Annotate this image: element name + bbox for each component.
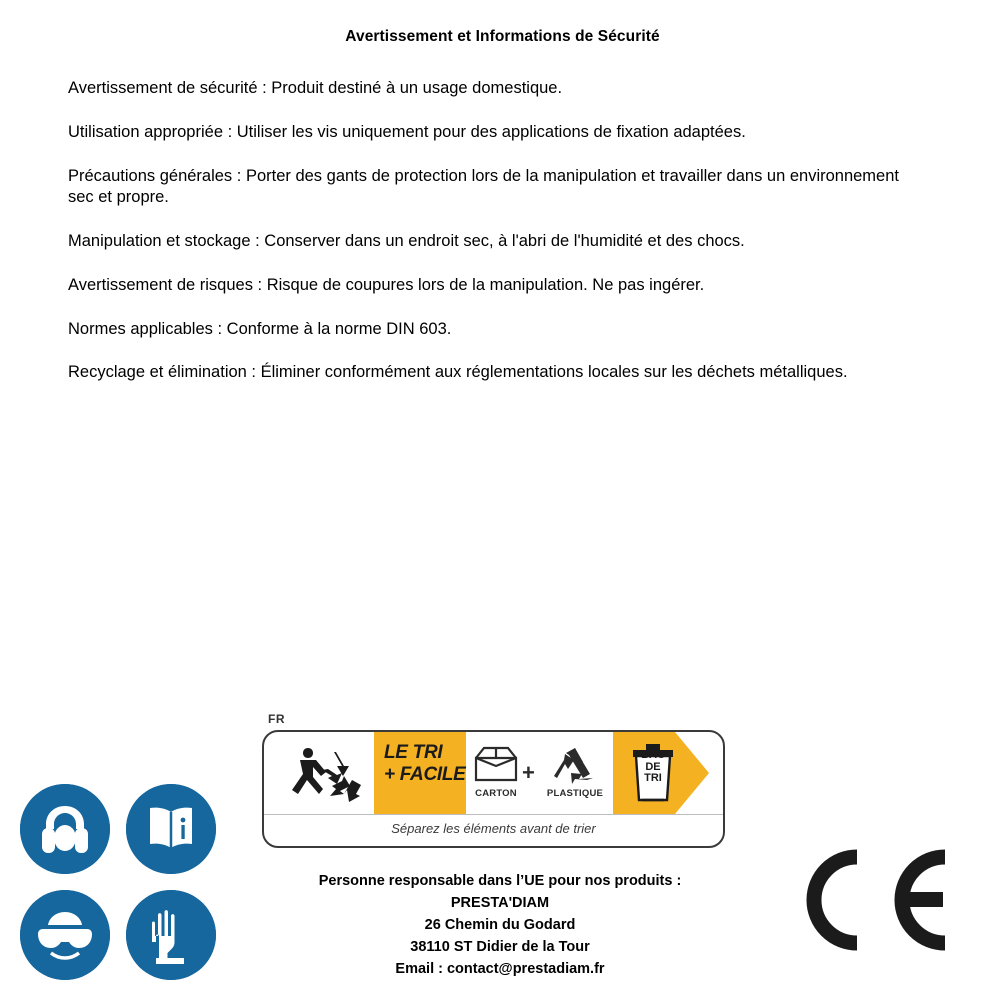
safety-paragraph: Avertissement de sécurité : Produit destiné à un usage domestique. — [68, 79, 563, 97]
tri-headline — [384, 742, 472, 786]
responsible-prefix: Personne responsable dans l’ — [318, 873, 525, 889]
responsible-ue: UE — [524, 873, 545, 889]
company-city: 38110 ST Didier de la Tour — [410, 939, 590, 956]
bin-caption-line3: TRI — [644, 772, 662, 785]
recycling-footer-text: Séparez les éléments avant de trier — [391, 821, 596, 836]
eye-protection-icon — [20, 890, 110, 980]
material-caption-plastique: PLASTIQUE — [546, 788, 604, 799]
bin-caption — [630, 750, 676, 785]
safety-paragraph: Normes applicables : Conforme à la norme DIN 603. — [68, 319, 452, 338]
divider — [264, 814, 723, 815]
triman-icon — [278, 740, 366, 806]
tri-headline-line1: LE TRI — [384, 742, 443, 763]
responsible-person-block — [160, 870, 840, 980]
carton-icon — [470, 744, 522, 784]
language-tag: FR — [268, 712, 285, 726]
responsible-person-line — [160, 870, 840, 892]
tri-headline-line2: + FACILE — [384, 763, 466, 785]
safety-paragraph: Manipulation et stockage : Conserver dans un endroit sec, à l'abri de l'humidité et des chocs. — [68, 232, 745, 251]
plus-symbol: + — [522, 760, 535, 785]
recycling-label — [262, 712, 723, 847]
plastique-recycling-icon — [548, 744, 602, 784]
ce-conformity-mark — [795, 845, 955, 955]
responsible-suffix: pour nos produits : — [544, 873, 682, 889]
safety-paragraph: Précautions générales : Porter des gants de protection lors de la manipulation et travailler dans un environnement sec et propre. — [68, 166, 899, 207]
bin-caption-line2: DE — [645, 760, 661, 773]
read-instructions-icon — [126, 784, 216, 874]
company-street: 26 Chemin du Godard — [424, 917, 576, 934]
company-email: Email : contact@prestadiam.fr — [395, 961, 605, 978]
bin-caption-line1: BAC — [641, 749, 665, 761]
recycling-label-box — [262, 730, 725, 848]
safety-paragraph: Utilisation appropriée : Utiliser les vis uniquement pour des applications de fixation adaptées. — [68, 122, 746, 141]
material-caption-carton: CARTON — [475, 788, 517, 799]
safety-paragraph: Recyclage et élimination : Éliminer conformément aux réglementations locales sur les déchets métalliques. — [68, 363, 848, 382]
safety-information-body — [68, 78, 924, 384]
company-name: PRESTA'DIAM — [450, 895, 550, 912]
safety-paragraph: Avertissement de risques : Risque de coupures lors de la manipulation. Ne pas ingérer. — [68, 275, 705, 294]
ear-protection-icon — [20, 784, 110, 874]
page-title: Avertissement et Informations de Sécurité — [345, 28, 660, 45]
